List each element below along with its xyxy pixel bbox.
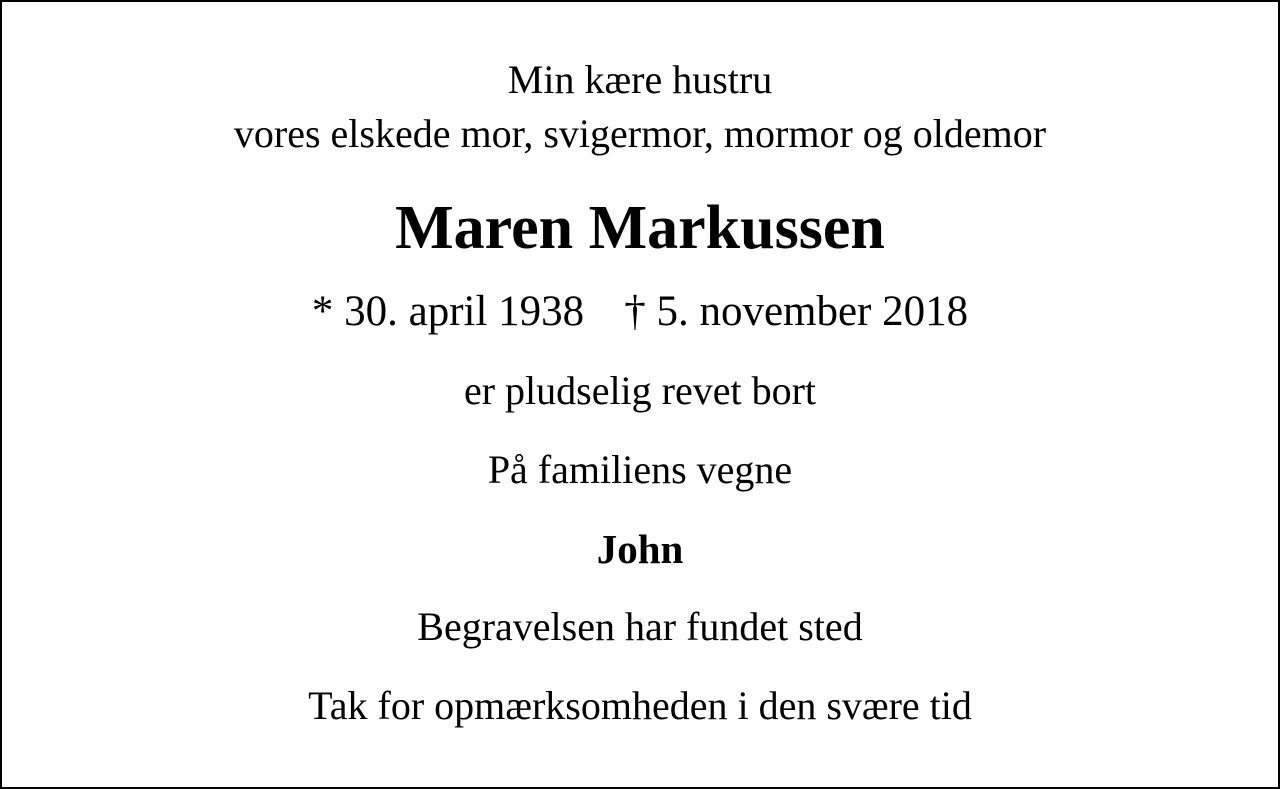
intro-line-2: vores elskede mor, svigermor, mormor og oldemor — [233, 111, 1047, 156]
message-line-2: På familiens vegne — [487, 447, 793, 492]
death-date: † 5. november 2018 — [624, 288, 969, 335]
intro-line-1: Min kære hustru — [507, 57, 773, 102]
message-line-3: Begravelsen har fundet sted — [417, 604, 863, 649]
message-line-4: Tak for opmærksomheden i den svære tid — [308, 683, 972, 728]
life-dates — [2, 290, 1278, 333]
message-line-1: er pludselig revet bort — [463, 368, 817, 413]
birth-date: * 30. april 1938 — [311, 288, 585, 335]
signature: John — [596, 526, 684, 572]
deceased-name: Maren Markussen — [395, 194, 885, 262]
